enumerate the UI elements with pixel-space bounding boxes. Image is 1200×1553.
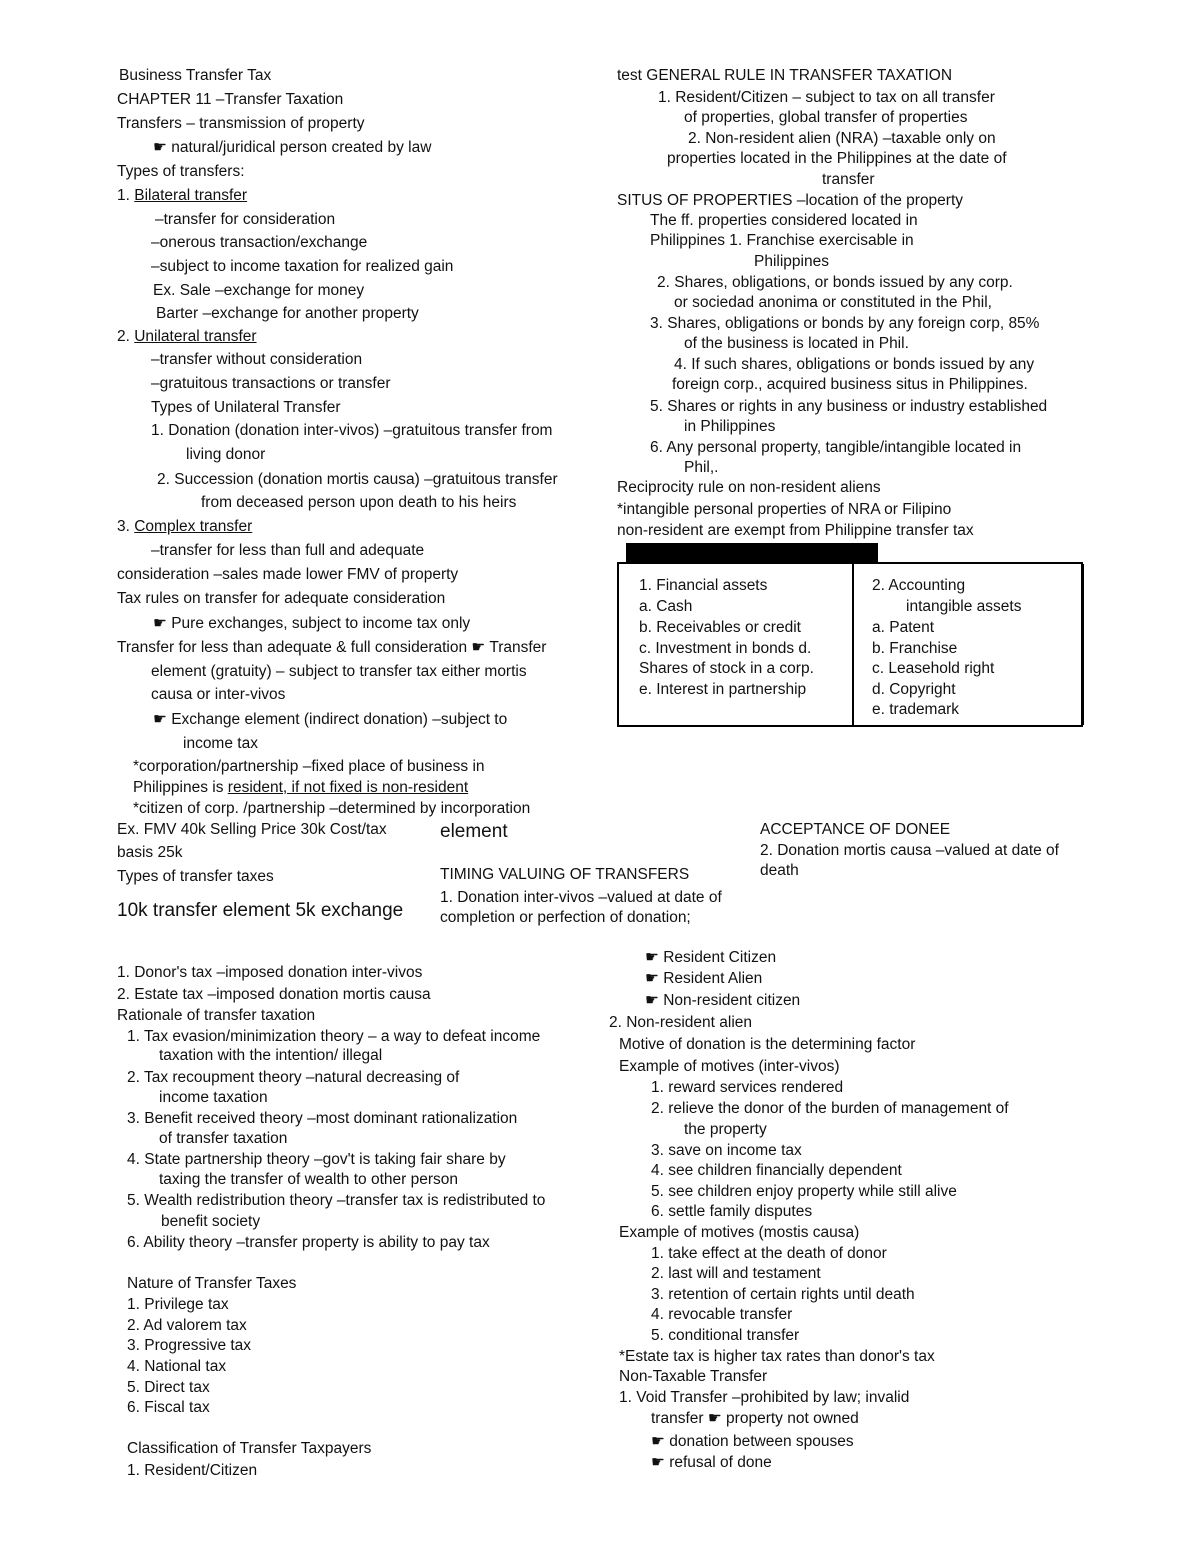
text-line: –subject to income taxation for realized gain: [151, 258, 454, 275]
list-item: 3. Progressive tax: [127, 1337, 252, 1354]
text-line: 2. Donation mortis causa –valued at date of: [760, 842, 1059, 859]
list-item: 1. Void Transfer –prohibited by law; invalid: [619, 1389, 910, 1406]
text-line: Types of transfers:: [117, 163, 245, 180]
text-line: Tax rules on transfer for adequate consideration: [117, 590, 446, 607]
text-line: Ex. Sale –exchange for money: [153, 282, 365, 299]
text-line: *citizen of corp. /partnership –determined by incorporation: [133, 800, 531, 817]
text-line: 4. State partnership theory –gov't is taking fair share by: [127, 1151, 506, 1168]
text-line: Phil,.: [684, 459, 719, 476]
table-cell: b. Franchise: [872, 640, 958, 657]
text-line: Transfer for less than adequate & full consideration ☛ Transfer: [117, 639, 547, 656]
underlined-term: Unilateral transfer: [134, 328, 257, 345]
bullet-line: ☛ Non-resident citizen: [645, 992, 801, 1009]
text-line: non-resident are exempt from Philippine transfer tax: [617, 522, 974, 539]
section-heading: TIMING VALUING OF TRANSFERS: [440, 866, 690, 883]
text-line: income tax: [183, 735, 258, 752]
list-item: 6. settle family disputes: [651, 1203, 813, 1220]
section-heading: Classification of Transfer Taxpayers: [127, 1440, 372, 1457]
table-cell: e. trademark: [872, 701, 960, 718]
table-cell: b. Receivables or credit: [639, 619, 801, 636]
text-line: –transfer for consideration: [155, 211, 336, 228]
text-line: causa or inter-vivos: [151, 686, 286, 703]
large-text-line: 10k transfer element 5k exchange: [117, 900, 404, 921]
section-heading: test GENERAL RULE IN TRANSFER TAXATION: [617, 67, 953, 84]
text-line: completion or perfection of donation;: [440, 909, 691, 926]
text-line: income taxation: [159, 1089, 268, 1106]
text-line: Philippines 1. Franchise exercisable in: [650, 232, 914, 249]
text-line: *intangible personal properties of NRA or Filipino: [617, 501, 952, 518]
text-line: Philippines: [754, 253, 829, 270]
item-number: 3.: [117, 518, 135, 535]
bullet-line: ☛ Resident Alien: [645, 970, 763, 987]
section-heading: Example of motives (mostis causa): [619, 1224, 860, 1241]
table-cell: Shares of stock in a corp.: [639, 660, 814, 677]
section-heading: Rationale of transfer taxation: [117, 1007, 316, 1024]
text-line: Transfers – transmission of property: [117, 115, 365, 132]
table-cell: e. Interest in partnership: [639, 681, 807, 698]
list-item: 2. relieve the donor of the burden of management of: [651, 1100, 1009, 1117]
large-text-line: element: [440, 821, 508, 842]
text-line: 2. Tax recoupment theory –natural decreasing of: [127, 1069, 460, 1086]
text-line: 1. Resident/Citizen – subject to tax on all transfer: [658, 89, 995, 106]
text-line: of transfer taxation: [159, 1130, 288, 1147]
list-item: [117, 186, 247, 206]
text-line: properties located in the Philippines at the date of: [667, 150, 1007, 167]
text-line: 1. Donation inter-vivos –valued at date of: [440, 889, 722, 906]
item-number: 1.: [117, 187, 135, 204]
section-heading: Non-Taxable Transfer: [619, 1368, 768, 1385]
text-line: 1. Donor's tax –imposed donation inter-vivos: [117, 964, 423, 981]
item-number: 2.: [117, 328, 135, 345]
underlined-term: resident, if not fixed is non-resident: [227, 779, 469, 796]
text-line: 2. Non-resident alien (NRA) –taxable only on: [688, 130, 996, 147]
text-line: 4. If such shares, obligations or bonds issued by any: [674, 356, 1035, 373]
text-line: *Estate tax is higher tax rates than donor's tax: [619, 1348, 935, 1365]
list-item: 5. see children enjoy property while still alive: [651, 1183, 957, 1200]
bullet-line: ☛ Pure exchanges, subject to income tax only: [153, 615, 471, 632]
text-line: Types of transfer taxes: [117, 868, 274, 885]
doc-title: Business Transfer Tax: [119, 67, 272, 84]
text-line: 1. Tax evasion/minimization theory – a way to defeat income: [127, 1028, 541, 1045]
text-line: taxing the transfer of wealth to other person: [159, 1171, 458, 1188]
list-item: [117, 517, 252, 537]
list-item: 1. reward services rendered: [651, 1079, 844, 1096]
text-line: 6. Any personal property, tangible/intangible located in: [650, 439, 1022, 456]
list-item: 4. see children financially dependent: [651, 1162, 902, 1179]
table-cell: a. Patent: [872, 619, 935, 636]
text-line: benefit society: [161, 1213, 261, 1230]
text-line: 1. Donation (donation inter-vivos) –gratuitous transfer from: [151, 422, 553, 439]
table-divider: [852, 564, 854, 725]
text-line: 2. Estate tax –imposed donation mortis causa: [117, 986, 431, 1003]
text-line: or sociedad anonima or constituted in the Phil,: [674, 294, 992, 311]
text-line: transfer: [822, 171, 875, 188]
list-item: 2. Non-resident alien: [609, 1014, 753, 1031]
section-heading: SITUS OF PROPERTIES –location of the property: [617, 192, 964, 209]
list-item: 1. Resident/Citizen: [127, 1462, 258, 1479]
table-border: [1081, 564, 1084, 725]
text-line: 3. Benefit received theory –most dominant rationalization: [127, 1110, 518, 1127]
table-cell: c. Leasehold right: [872, 660, 995, 677]
text-line: 3. Shares, obligations or bonds by any foreign corp, 85%: [650, 315, 1040, 332]
text-line: basis 25k: [117, 844, 183, 861]
asset-table: [617, 562, 1083, 727]
list-item: 2. last will and testament: [651, 1265, 821, 1282]
text-line: consideration –sales made lower FMV of property: [117, 566, 459, 583]
text-line: –transfer for less than full and adequate: [151, 542, 425, 559]
list-item: 4. revocable transfer: [651, 1306, 793, 1323]
bullet-line: transfer ☛ property not owned: [651, 1410, 859, 1427]
text-line: 5. Shares or rights in any business or industry established: [650, 398, 1048, 415]
text-line: of properties, global transfer of properties: [684, 109, 968, 126]
section-heading: Nature of Transfer Taxes: [127, 1275, 297, 1292]
bullet-line: ☛ donation between spouses: [651, 1433, 854, 1450]
section-heading: Example of motives (inter-vivos): [619, 1058, 840, 1075]
list-item: 5. conditional transfer: [651, 1327, 800, 1344]
text-line: –gratuitous transactions or transfer: [151, 375, 391, 392]
text-line: [133, 778, 468, 798]
text-line: Reciprocity rule on non-resident aliens: [617, 479, 881, 496]
text-line: 5. Wealth redistribution theory –transfer tax is redistributed to: [127, 1192, 546, 1209]
text-line: the property: [684, 1121, 767, 1138]
list-item: 5. Direct tax: [127, 1379, 210, 1396]
list-item: 1. take effect at the death of donor: [651, 1245, 887, 1262]
section-heading: ACCEPTANCE OF DONEE: [760, 821, 951, 838]
list-item: 4. National tax: [127, 1358, 227, 1375]
list-item: 3. retention of certain rights until death: [651, 1286, 915, 1303]
text-line: element (gratuity) – subject to transfer tax either mortis: [151, 663, 527, 680]
list-item: 3. save on income tax: [651, 1142, 802, 1159]
list-item: 2. Ad valorem tax: [127, 1317, 247, 1334]
underlined-term: Bilateral transfer: [134, 187, 248, 204]
table-cell: c. Investment in bonds d.: [639, 640, 812, 657]
list-item: [117, 327, 257, 347]
bullet-line: ☛ refusal of done: [651, 1454, 772, 1471]
bullet-line: ☛ natural/juridical person created by law: [153, 139, 432, 156]
text-line: 2. Succession (donation mortis causa) –gratuitous transfer: [157, 471, 558, 488]
bullet-line: ☛ Resident Citizen: [645, 949, 777, 966]
table-cell: 2. Accounting: [872, 577, 966, 594]
bullet-line: ☛ Exchange element (indirect donation) –subject to: [153, 711, 508, 728]
chapter-heading: CHAPTER 11 –Transfer Taxation: [117, 91, 344, 108]
table-cell: intangible assets: [906, 598, 1022, 615]
text-line: of the business is located in Phil.: [684, 335, 909, 352]
table-cell: a. Cash: [639, 598, 693, 615]
text-line: *corporation/partnership –fixed place of business in: [133, 758, 485, 775]
text-line: in Philippines: [684, 418, 776, 435]
text-line: Barter –exchange for another property: [156, 305, 419, 322]
list-item: 1. Privilege tax: [127, 1296, 229, 1313]
text-line: living donor: [186, 446, 266, 463]
list-item: 6. Fiscal tax: [127, 1399, 210, 1416]
text-line: –transfer without consideration: [151, 351, 363, 368]
text-span: Philippines is: [133, 779, 228, 796]
text-line: –onerous transaction/exchange: [151, 234, 368, 251]
text-line: foreign corp., acquired business situs in Philippines.: [672, 376, 1028, 393]
text-line: taxation with the intention/ illegal: [159, 1047, 383, 1064]
table-cell: d. Copyright: [872, 681, 956, 698]
text-line: Motive of donation is the determining factor: [619, 1036, 916, 1053]
text-line: 2. Shares, obligations, or bonds issued by any corp.: [657, 274, 1013, 291]
redaction-bar: [626, 543, 878, 562]
text-line: The ff. properties considered located in: [650, 212, 918, 229]
text-line: 6. Ability theory –transfer property is ability to pay tax: [127, 1234, 490, 1251]
text-line: Types of Unilateral Transfer: [151, 399, 341, 416]
underlined-term: Complex transfer: [134, 518, 253, 535]
text-line: Ex. FMV 40k Selling Price 30k Cost/tax: [117, 821, 387, 838]
text-line: from deceased person upon death to his heirs: [201, 494, 517, 511]
text-line: death: [760, 862, 799, 879]
table-cell: 1. Financial assets: [639, 577, 768, 594]
